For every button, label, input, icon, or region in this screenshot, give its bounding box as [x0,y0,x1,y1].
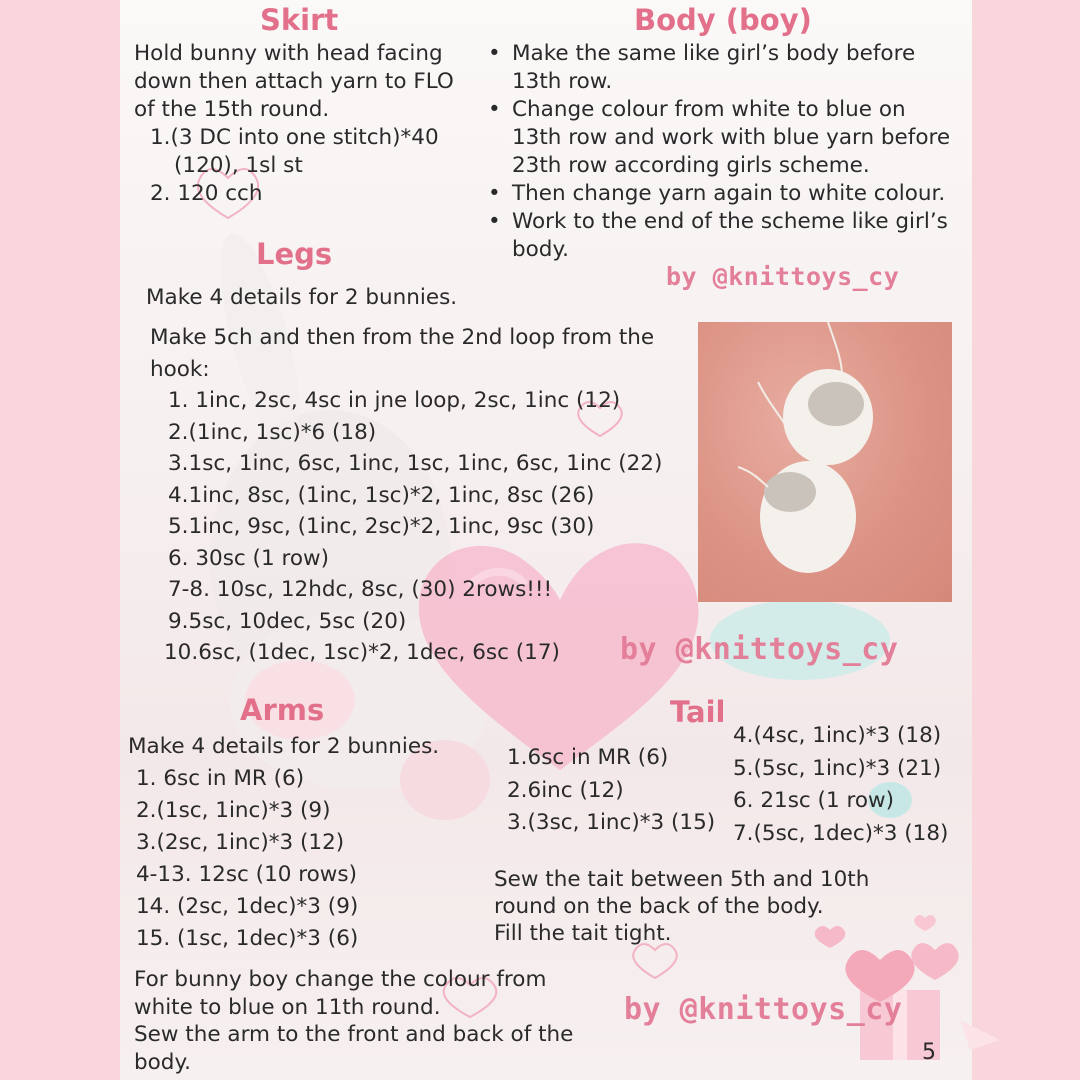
crochet-legs-illustration [698,322,952,602]
skirt-line: of the 15th round. [134,97,330,122]
arms-step: 14. (2sc, 1dec)*3 (9) [136,894,359,919]
legs-step: 9.5sc, 10dec, 5sc (20) [168,608,407,634]
legs-intro: Make 4 details for 2 bunnies. [146,285,458,310]
tail-step: 5.(5sc, 1inc)*3 (21) [733,755,942,781]
skirt-step: (120), 1sl st [174,153,303,178]
arms-step: 15. (1sc, 1dec)*3 (6) [136,926,359,951]
skirt-step: 2. 120 cch [150,181,263,206]
legs-step: 7-8. 10sc, 12hdc, 8sc, (30) 2rows!!! [168,577,553,602]
legs-step: 6. 30sc (1 row) [168,545,329,571]
arms-step: 1. 6sc in MR (6) [136,766,305,791]
crochet-legs-photo [698,322,952,602]
legs-step: 3.1sc, 1inc, 6sc, 1inc, 1sc, 1inc, 6sc, 1inc (22) [168,451,663,476]
legs-step: 2.(1inc, 1sc)*6 (18) [168,419,377,445]
arms-heading: Arms [240,693,325,727]
tail-step: 1.6sc in MR (6) [507,745,669,770]
tail-step: 2.6inc (12) [507,777,624,803]
arms-step: 3.(2sc, 1inc)*3 (12) [136,830,345,855]
skirt-line: down then attach yarn to FLO [134,69,454,94]
tail-steps-left [507,742,715,840]
legs-instructions [150,322,662,669]
body-boy-bullet: • Then change yarn again to white colour. [486,180,950,208]
tail-step: 4.(4sc, 1inc)*3 (18) [733,723,942,748]
legs-step: 5.1inc, 9sc, (1inc, 2sc)*2, 1inc, 9sc (30) [168,514,595,539]
body-boy-bullet: • Make the same like girl’s body before 13th row. [486,40,950,96]
arms-instructions [128,731,439,955]
arms-step: 4-13. 12sc (10 rows) [136,862,357,887]
body-boy-bullet: • Work to the end of the scheme like girl’s body. [486,208,950,264]
tail-note: Sew the tait between 5th and 10th round on the back of the body. Fill the tait tight. [494,867,870,946]
skirt-line: Hold bunny with head facing [134,41,443,66]
tail-step: 7.(5sc, 1dec)*3 (18) [733,820,949,846]
body-boy-instructions [486,40,950,264]
legs-intro-line: hook: [150,356,210,382]
tail-step: 3.(3sc, 1inc)*3 (15) [507,810,716,835]
watermark: by @knittoys_cy [620,632,899,667]
skirt-heading: Skirt [260,3,339,37]
body-boy-bullet: • Change colour from white to blue on 13th row and work with blue yarn before 23th row according girls scheme. [486,96,950,180]
tail-heading: Tail [670,695,726,729]
legs-intro-line: Make 5ch and then from the 2nd loop from the [150,325,655,350]
page-number: 5 [922,1040,936,1065]
legs-step: 10.6sc, (1dec, 1sc)*2, 1dec, 6sc (17) [164,640,560,665]
tail-steps-right [733,720,948,850]
arms-note: For bunny boy change the colour from white to blue on 11th round. Sew the arm to the front and back of the body. [134,967,574,1075]
watermark: by @knittoys_cy [624,992,903,1027]
body-boy-heading: Body (boy) [634,3,812,37]
arms-intro: Make 4 details for 2 bunnies. [128,734,440,759]
tail-step: 6. 21sc (1 row) [733,788,894,813]
watermark: by @knittoys_cy [666,262,900,291]
arms-step: 2.(1sc, 1inc)*3 (9) [136,798,331,823]
legs-step: 4.1inc, 8sc, (1inc, 1sc)*2, 1inc, 8sc (26) [168,482,595,508]
legs-heading: Legs [256,237,333,271]
skirt-instructions [134,40,454,208]
skirt-step: 1.(3 DC into one stitch)*40 [150,125,439,150]
legs-step: 1. 1inc, 2sc, 4sc in jne loop, 2sc, 1inc (12) [168,388,621,413]
